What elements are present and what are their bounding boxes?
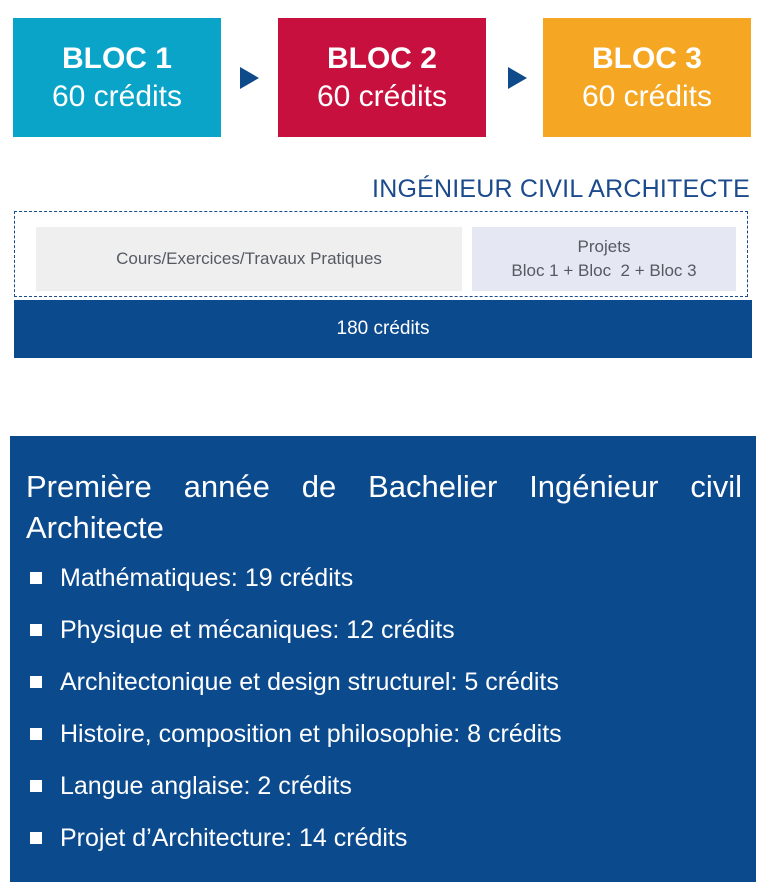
programme-title: INGÉNIEUR CIVIL ARCHITECTE bbox=[372, 175, 750, 203]
total-credits-bar bbox=[14, 300, 752, 358]
course-label: Architectonique et design structurel: 5 crédits bbox=[60, 667, 559, 696]
course-list bbox=[26, 552, 742, 864]
list-item bbox=[26, 708, 742, 760]
course-label: Langue anglaise: 2 crédits bbox=[60, 771, 352, 800]
list-item bbox=[26, 760, 742, 812]
bloc-1-credits: 60 crédits bbox=[51, 79, 183, 113]
arrow-right-icon bbox=[240, 67, 259, 89]
courses-cell bbox=[36, 227, 462, 291]
bloc-1-name: BLOC 1 bbox=[61, 41, 172, 75]
bloc-2-name: BLOC 2 bbox=[326, 41, 437, 75]
square-bullet-icon bbox=[30, 676, 42, 688]
courses-label: Cours/Exercices/Travaux Pratiques bbox=[116, 249, 382, 268]
projects-detail: Bloc 1 + Bloc 2 + Bloc 3 bbox=[511, 261, 697, 280]
course-label: Projet d’Architecture: 14 crédits bbox=[60, 823, 408, 852]
list-item bbox=[26, 604, 742, 656]
square-bullet-icon bbox=[30, 728, 42, 740]
square-bullet-icon bbox=[30, 572, 42, 584]
course-label: Mathématiques: 19 crédits bbox=[60, 563, 354, 592]
list-item bbox=[26, 552, 742, 604]
course-label: Histoire, composition et philosophie: 8 crédits bbox=[60, 719, 562, 748]
first-year-title: Première année de Bachelier Ingénieur civil Architecte bbox=[26, 469, 742, 545]
bloc-2-box bbox=[278, 18, 486, 137]
projects-label: Projets bbox=[577, 237, 631, 256]
bloc-3-name: BLOC 3 bbox=[591, 41, 702, 75]
square-bullet-icon bbox=[30, 624, 42, 636]
list-item bbox=[26, 656, 742, 708]
bloc-1-box bbox=[13, 18, 221, 137]
projects-cell bbox=[472, 227, 736, 291]
total-credits: 180 crédits bbox=[336, 318, 430, 339]
bloc-2-credits: 60 crédits bbox=[316, 79, 448, 113]
course-label: Physique et mécaniques: 12 crédits bbox=[60, 615, 455, 644]
square-bullet-icon bbox=[30, 780, 42, 792]
arrow-right-icon bbox=[508, 67, 527, 89]
square-bullet-icon bbox=[30, 832, 42, 844]
list-item bbox=[26, 812, 742, 864]
bloc-3-credits: 60 crédits bbox=[581, 79, 713, 113]
bloc-3-box bbox=[543, 18, 751, 137]
first-year-panel bbox=[10, 436, 756, 882]
